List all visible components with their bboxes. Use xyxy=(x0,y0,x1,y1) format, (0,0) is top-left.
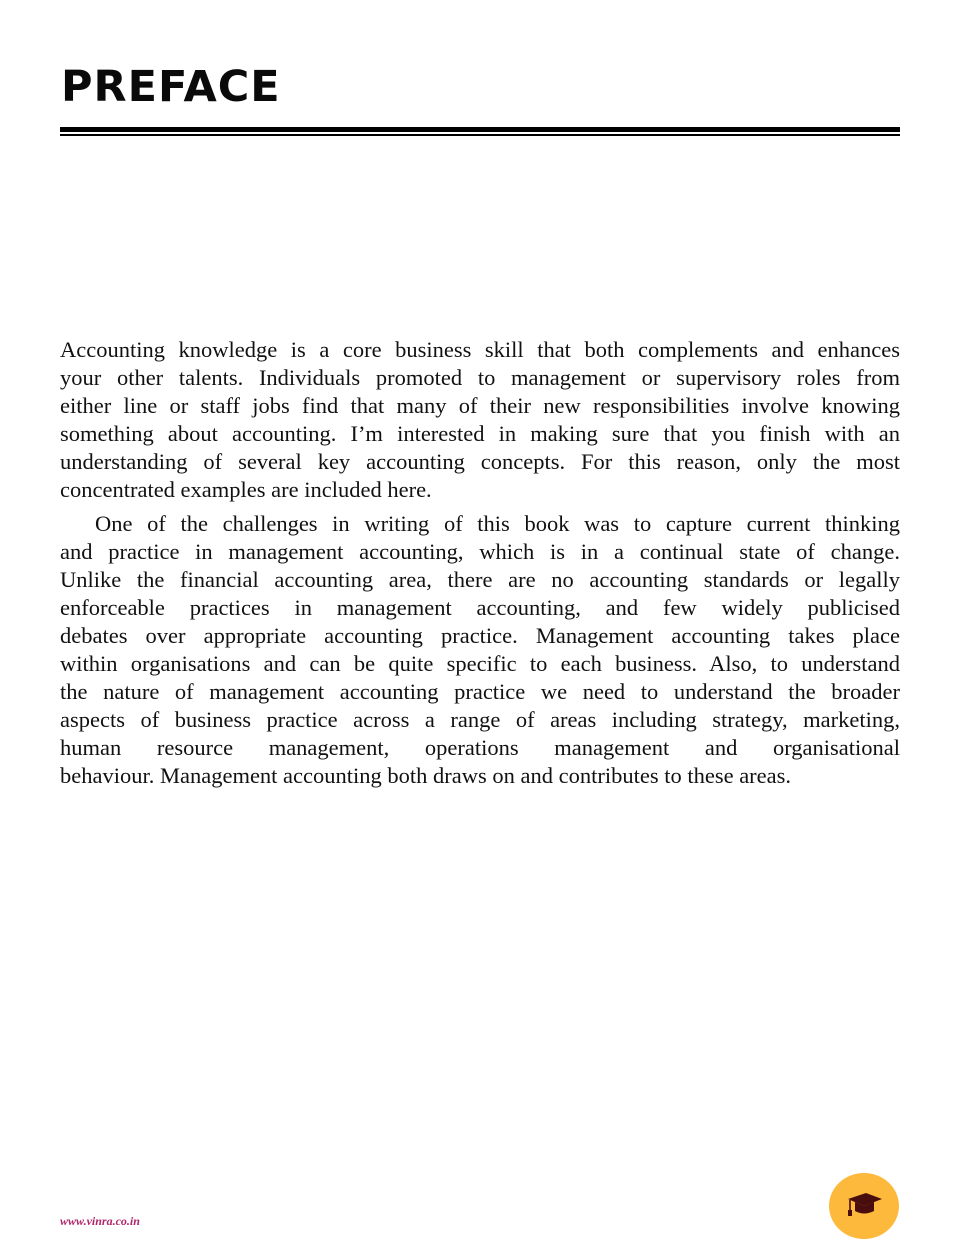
publisher-logo xyxy=(829,1173,899,1239)
text-line: and practice in management accounting, which is in a continual state of change. xyxy=(60,539,900,564)
text-line: within organisations and can be quite specific to each business. Also, to understand xyxy=(60,651,900,676)
paragraph-1 xyxy=(60,336,900,504)
text-line: aspects of business practice across a range of areas including strategy, marketing, xyxy=(60,707,900,732)
text-line: Unlike the financial accounting area, there are no accounting standards or legally xyxy=(60,567,900,592)
title-rule-thin xyxy=(60,134,900,136)
footer-website-link[interactable]: www.vinra.co.in xyxy=(60,1214,140,1228)
paragraph-2 xyxy=(60,510,900,790)
text-line: concentrated examples are included here. xyxy=(60,477,432,502)
text-line: behaviour. Management accounting both draws on and contributes to these areas. xyxy=(60,763,792,788)
title-rule-thick xyxy=(60,127,900,132)
text-line: One of the challenges in writing of this book was to capture current thinking xyxy=(95,511,900,536)
preface-body xyxy=(60,336,900,796)
page-title: PREFACE xyxy=(61,62,281,112)
text-line: human resource management, operations management and organisational xyxy=(60,735,900,760)
graduation-cap-icon xyxy=(844,1189,884,1223)
text-line: understanding of several key accounting concepts. For this reason, only the most xyxy=(60,449,900,474)
text-line: something about accounting. I’m interested in making sure that you finish with an xyxy=(60,421,900,446)
text-line: enforceable practices in management accounting, and few widely publicised xyxy=(60,595,900,620)
text-line: debates over appropriate accounting practice. Management accounting takes place xyxy=(60,623,900,648)
text-line: either line or staff jobs find that many of their new responsibilities involve knowing xyxy=(60,393,900,418)
text-line: the nature of management accounting practice we need to understand the broader xyxy=(60,679,900,704)
text-line: your other talents. Individuals promoted to management or supervisory roles from xyxy=(60,365,900,390)
text-line: Accounting knowledge is a core business skill that both complements and enhances xyxy=(60,337,900,362)
